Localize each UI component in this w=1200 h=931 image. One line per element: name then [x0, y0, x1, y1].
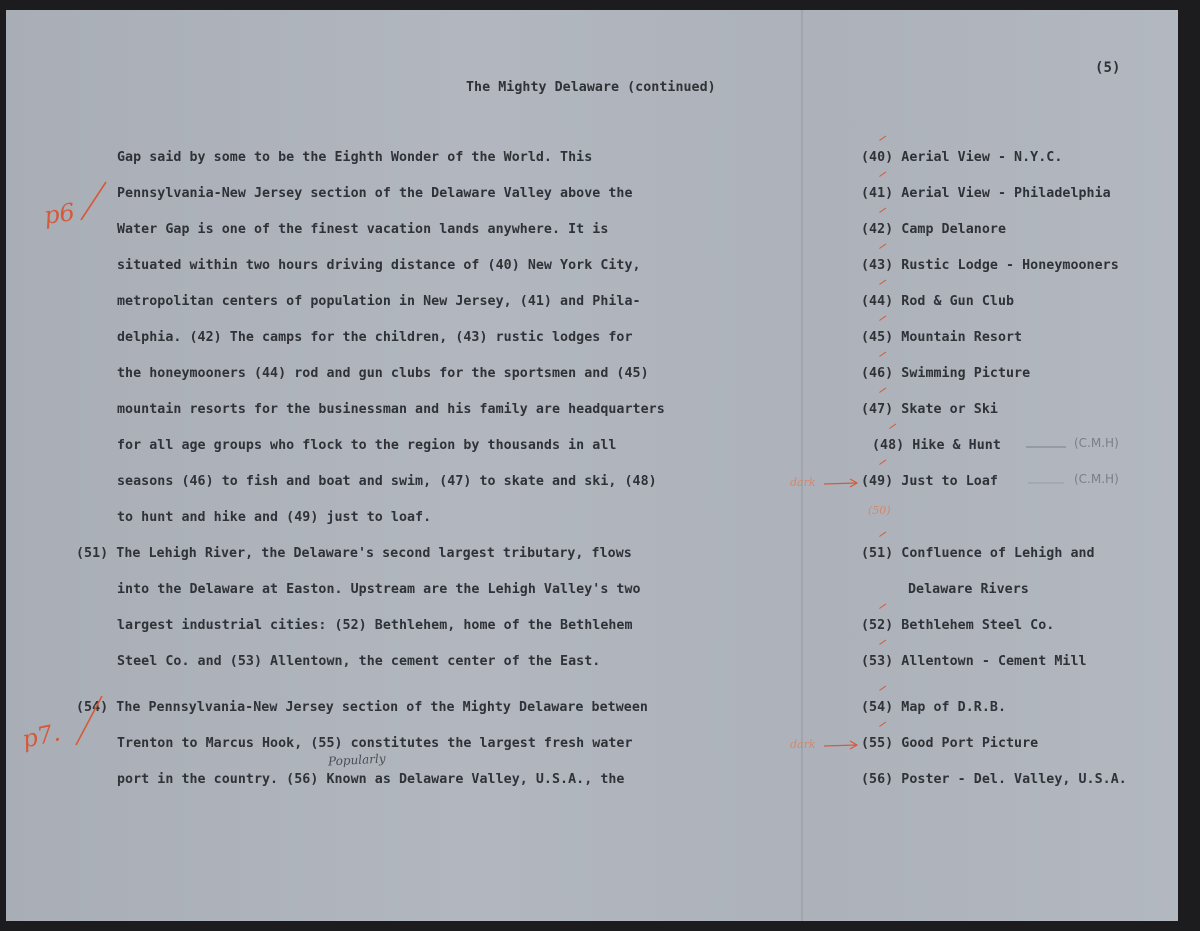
dark-note: dark: [790, 738, 816, 751]
shot-list-item: (55) Good Port Picture: [861, 736, 1039, 751]
body-line: into the Delaware at Easton. Upstream are the Lehigh Valley's two: [117, 582, 641, 597]
shot-list-item: (45) Mountain Resort: [861, 330, 1023, 345]
body-line: mountain resorts for the businessman and his family are headquarters: [117, 402, 665, 417]
shot-list-item: (46) Swimming Picture: [861, 366, 1031, 381]
body-line: situated within two hours driving distance of (40) New York City,: [117, 258, 641, 273]
shot-list-item: (52) Bethlehem Steel Co.: [861, 618, 1055, 633]
margin-note-p6: p6: [42, 198, 77, 230]
initials-note: (C.M.H): [1074, 472, 1119, 486]
body-line: metropolitan centers of population in New Jersey, (41) and Phila-: [117, 294, 641, 309]
body-line: (51) The Lehigh River, the Delaware's second largest tributary, flows: [76, 546, 632, 561]
body-line: Water Gap is one of the finest vacation lands anywhere. It is: [117, 222, 609, 237]
shot-list-item: (49) Just to Loaf: [861, 474, 998, 489]
body-line: to hunt and hike and (49) just to loaf.: [117, 510, 432, 525]
shot-list-item: (53) Allentown - Cement Mill: [861, 654, 1087, 669]
body-line: Pennsylvania-New Jersey section of the Delaware Valley above the: [117, 186, 633, 201]
body-line: Steel Co. and (53) Allentown, the cement center of the East.: [117, 654, 601, 669]
shot-list-item: (44) Rod & Gun Club: [861, 294, 1015, 309]
dark-note: dark: [790, 476, 816, 489]
red-pencil-marks: [6, 10, 1178, 921]
shot-list-item: (56) Poster - Del. Valley, U.S.A.: [861, 772, 1127, 787]
page-number: (5): [1095, 60, 1121, 76]
body-line: (54) The Pennsylvania-New Jersey section of the Mighty Delaware between: [76, 700, 648, 715]
document-page: [6, 10, 1178, 921]
body-line: for all age groups who flock to the region by thousands in all: [117, 438, 617, 453]
body-line: delphia. (42) The camps for the children, (43) rustic lodges for: [117, 330, 633, 345]
shot-list-item: (47) Skate or Ski: [861, 402, 998, 417]
page-title: The Mighty Delaware (continued): [466, 80, 716, 95]
shot-list-item: (54) Map of D.R.B.: [861, 700, 1006, 715]
body-line: port in the country. (56) Known as Delaware Valley, U.S.A., the: [117, 772, 625, 787]
shot-list-item: (48) Hike & Hunt: [872, 438, 1001, 453]
body-line: largest industrial cities: (52) Bethlehem, home of the Bethlehem: [117, 618, 633, 633]
body-line: the honeymooners (44) rod and gun clubs for the sportsmen and (45): [117, 366, 649, 381]
shot-list-item: (40) Aerial View - N.Y.C.: [861, 150, 1063, 165]
fifty-note: (50): [868, 504, 891, 517]
shot-list-item: (42) Camp Delanore: [861, 222, 1006, 237]
body-line: Trenton to Marcus Hook, (55) constitutes the largest fresh water: [117, 736, 633, 751]
margin-note-p7: p7.: [19, 718, 63, 754]
body-line: Gap said by some to be the Eighth Wonder of the World. This: [117, 150, 593, 165]
body-line: seasons (46) to fish and boat and swim, (47) to skate and ski, (48): [117, 474, 657, 489]
insertion-note-popularly: Popularly: [327, 751, 386, 769]
shot-list-item: (41) Aerial View - Philadelphia: [861, 186, 1111, 201]
initials-note: (C.M.H): [1074, 436, 1119, 450]
shot-list-item: (43) Rustic Lodge - Honeymooners: [861, 258, 1119, 273]
shot-list-item: (51) Confluence of Lehigh and: [861, 546, 1095, 561]
shot-list-item: Delaware Rivers: [908, 582, 1029, 597]
